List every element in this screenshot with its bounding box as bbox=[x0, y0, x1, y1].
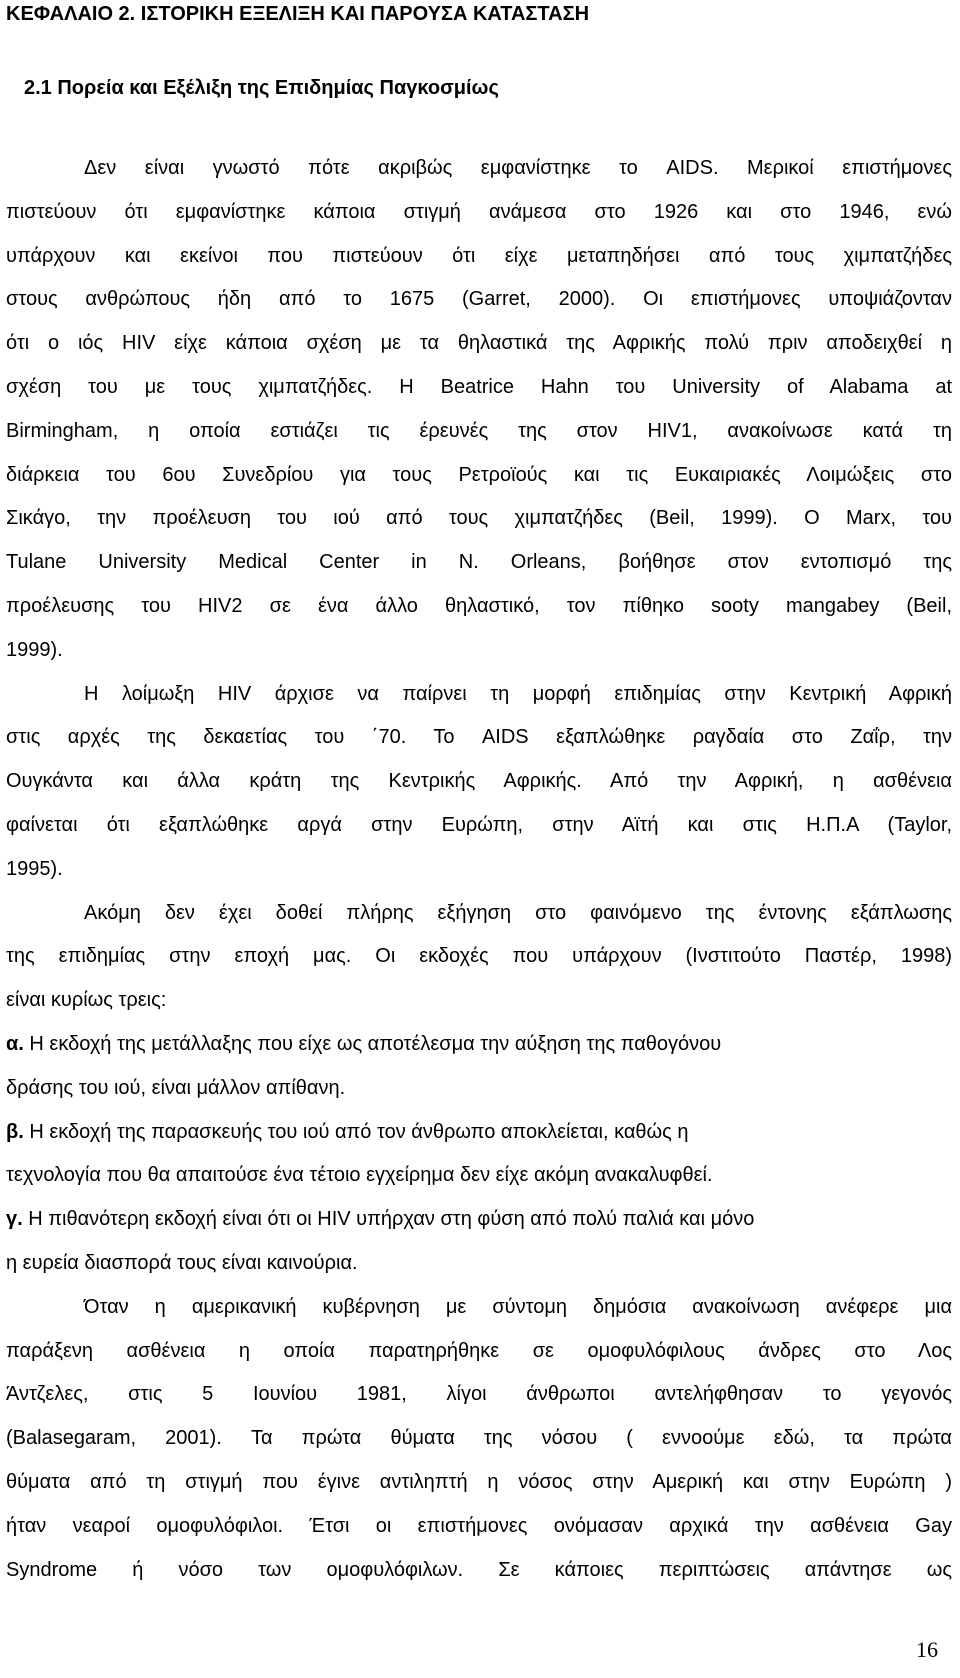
text-line: Σικάγο, την προέλευση του ιού από τους χιμπατζήδες (Beil, 1999). Ο Marx, του bbox=[6, 507, 952, 530]
text-line: πιστεύουν ότι εμφανίστηκε κάποια στιγμή ανάμεσα στο 1926 και στο 1946, ενώ bbox=[6, 200, 952, 223]
text-line: 1999). bbox=[6, 638, 63, 661]
text-line: της επιδημίας στην εποχή μας. Οι εκδοχές που υπάρχουν (Ινστιτούτο Παστέρ, 1998) bbox=[6, 945, 952, 968]
list-text: Η πιθανότερη εκδοχή είναι ότι οι HIV υπήρχαν στη φύση από πολύ παλιά και μόνο bbox=[28, 1208, 755, 1231]
text-line: Syndrome ή νόσο των ομοφυλόφιλων. Σε κάποιες περιπτώσεις απάντησε ως bbox=[6, 1558, 952, 1581]
section-heading: 2.1 Πορεία και Εξέλιξη της Επιδημίας Παγκοσμίως bbox=[24, 77, 499, 99]
text-line: Birmingham, η οποία εστιάζει τις έρευνές της στον HIV1, ανακοίνωσε κατά τη bbox=[6, 419, 952, 442]
text-line: Η λοίμωξη HIV άρχισε να παίρνει τη μορφή επιδημίας στην Κεντρική Αφρική bbox=[84, 682, 952, 705]
document-page bbox=[6, 0, 952, 1678]
text-line: ήταν νεαροί ομοφυλόφιλοι. Έτσι οι επιστήμονες ονόμασαν αρχικά την ασθένεια Gay bbox=[6, 1514, 952, 1537]
text-line: υπάρχουν και εκείνοι που πιστεύουν ότι είχε μεταπηδήσει από τους χιμπατζήδες bbox=[6, 244, 952, 267]
list-text: Η εκδοχή της μετάλλαξης που είχε ως αποτέλεσμα την αύξηση της παθογόνου bbox=[29, 1032, 722, 1055]
text-line: παράξενη ασθένεια η οποία παρατηρήθηκε σε ομοφυλόφιλους άνδρες στο Λος bbox=[6, 1339, 952, 1362]
text-line: Όταν η αμερικανική κυβέρνηση με σύντομη δημόσια ανακοίνωση ανέφερε μια bbox=[84, 1295, 952, 1318]
text-line: Άντζελες, στις 5 Ιουνίου 1981, λίγοι άνθρωποι αντελήφθησαν το γεγονός bbox=[6, 1383, 952, 1406]
text-line: 1995). bbox=[6, 857, 63, 880]
list-marker-a: α. bbox=[6, 1032, 24, 1055]
text-line: στις αρχές της δεκαετίας του ΄70. Το AIDS εξαπλώθηκε ραγδαία στο Ζαΐρ, την bbox=[6, 726, 952, 749]
text-line: ότι ο ιός HIV είχε κάποια σχέση με τα θηλαστικά της Αφρικής πολύ πριν αποδειχθεί η bbox=[6, 332, 952, 355]
list-marker-b: β. bbox=[6, 1120, 24, 1143]
body-text bbox=[6, 147, 952, 1592]
text-line: διάρκεια του 6ου Συνεδρίου για τους Ρετροϊούς και τις Ευκαιριακές Λοιμώξεις στο bbox=[6, 463, 952, 486]
text-line: Ουγκάντα και άλλα κράτη της Κεντρικής Αφρικής. Από την Αφρική, η ασθένεια bbox=[6, 770, 952, 793]
list-item-b bbox=[6, 1111, 952, 1155]
text-line: η ευρεία διασπορά τους είναι καινούρια. bbox=[6, 1251, 358, 1274]
list-marker-c: γ. bbox=[6, 1208, 23, 1231]
text-line: προέλευσης του HIV2 σε ένα άλλο θηλαστικό, τον πίθηκο sooty mangabey (Beil, bbox=[6, 594, 952, 617]
text-line: Tulane University Medical Center in N. Orleans, βοήθησε στον εντοπισμό της bbox=[6, 551, 952, 574]
page-number: 16 bbox=[916, 1637, 938, 1662]
text-line: δράσης του ιού, είναι μάλλον απίθανη. bbox=[6, 1076, 346, 1099]
text-line: στους ανθρώπους ήδη από το 1675 (Garret, 2000). Οι επιστήμονες υποψιάζονταν bbox=[6, 288, 952, 311]
text-line: Ακόμη δεν έχει δοθεί πλήρης εξήγηση στο φαινόμενο της έντονης εξάπλωσης bbox=[84, 901, 952, 924]
list-item-c bbox=[6, 1198, 952, 1242]
chapter-heading: ΚΕΦΑΛΑΙΟ 2. ΙΣΤΟΡΙΚΗ ΕΞΕΛΙΞΗ ΚΑΙ ΠΑΡΟΥΣΑ ΚΑΤΑΣΤΑΣΗ bbox=[6, 3, 590, 25]
text-line: σχέση του με τους χιμπατζήδες. Η Beatrice Hahn του University of Alabama at bbox=[6, 375, 952, 398]
text-line: Δεν είναι γνωστό πότε ακριβώς εμφανίστηκε το AIDS. Μερικοί επιστήμονες bbox=[84, 157, 952, 179]
list-item-a bbox=[6, 1023, 952, 1067]
text-line: (Balasegaram, 2001). Τα πρώτα θύματα της νόσου ( εννοούμε εδώ, τα πρώτα bbox=[6, 1427, 952, 1450]
text-line: φαίνεται ότι εξαπλώθηκε αργά στην Ευρώπη, στην Αϊτή και στις Η.Π.Α (Taylor, bbox=[6, 813, 952, 836]
text-line: είναι κυρίως τρεις: bbox=[6, 989, 167, 1012]
text-line: θύματα από τη στιγμή που έγινε αντιληπτή η νόσος στην Αμερική και στην Ευρώπη ) bbox=[6, 1470, 952, 1493]
list-text: Η εκδοχή της παρασκευής του ιού από τον άνθρωπο αποκλείεται, καθώς η bbox=[29, 1120, 689, 1143]
text-line: τεχνολογία που θα απαιτούσε ένα τέτοιο εγχείρημα δεν είχε ακόμη ανακαλυφθεί. bbox=[6, 1164, 713, 1187]
